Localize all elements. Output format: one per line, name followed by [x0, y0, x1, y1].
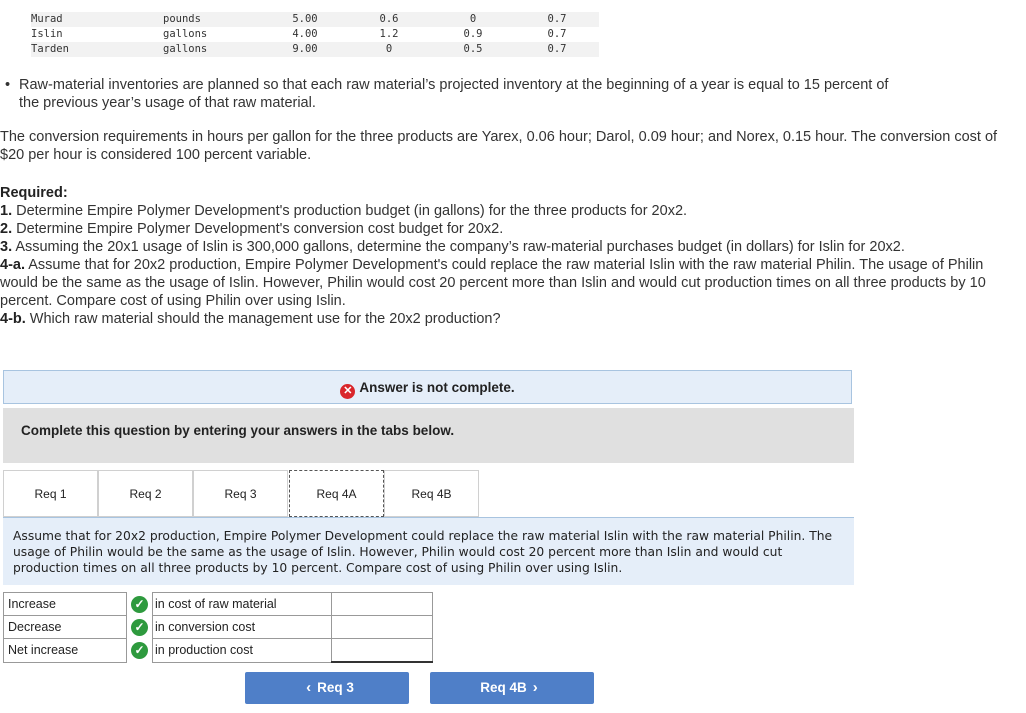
status-label: Answer is not complete.	[359, 380, 515, 395]
tab-req-3[interactable]: Req 3	[193, 470, 288, 517]
table-row	[31, 42, 599, 57]
tab-req-2[interactable]: Req 2	[98, 470, 193, 517]
required-item-text: Assuming the 20x1 usage of Islin is 300,000 gallons, determine the company’s raw-material purchases budget (in dollars) for Islin for 20x2.	[12, 239, 905, 255]
answer-input[interactable]	[332, 616, 433, 639]
materials-table	[31, 12, 599, 57]
answer-input[interactable]	[332, 639, 433, 663]
required-item-text: Determine Empire Polymer Development's conversion cost budget for 20x2.	[12, 221, 504, 237]
conversion-paragraph: The conversion requirements in hours per gallon for the three products are Yarex, 0.06 hour; Darol, 0.09 hour; and Norex, 0.15 hour. The conversion cost of $20 per hour is considered 100 percent variable.	[0, 129, 998, 163]
required-item-number: 1.	[0, 203, 13, 219]
material-value: 0.7	[515, 27, 599, 42]
answer-input[interactable]	[332, 593, 433, 616]
chevron-left-icon: ‹	[306, 679, 312, 696]
chevron-right-icon: ›	[532, 679, 538, 696]
tab-content-question: Assume that for 20x2 production, Empire Polymer Development could replace the raw material Islin with the raw material Philin. The usage of Philin would be the same as the usage of Islin. However, Philin would cost 20 percent more than Islin and would cut production times on all three products by 10 percent. Compare cost of using Philin over using Islin.	[3, 517, 854, 585]
check-icon: ✓	[131, 619, 148, 636]
inventory-bullet	[5, 76, 905, 112]
answer-label: Increase	[4, 593, 127, 616]
answer-status-bar	[3, 370, 852, 404]
answer-row	[4, 639, 433, 663]
answer-description: in conversion cost	[153, 616, 332, 639]
next-button-label: Req 4B	[480, 680, 527, 695]
required-section	[0, 184, 1010, 328]
material-value: 0.7	[515, 12, 599, 27]
table-row	[31, 27, 599, 42]
material-unit: gallons	[163, 27, 263, 42]
answer-row	[4, 593, 433, 616]
material-value: 9.00	[263, 42, 347, 57]
answer-description: in production cost	[153, 639, 332, 663]
bullet-text: Raw-material inventories are planned so that each raw material’s projected inventory at the beginning of a year is equal to 15 percent of the previous year’s usage of that raw material.	[19, 77, 889, 111]
answer-description: in cost of raw material	[153, 593, 332, 616]
material-name: Islin	[31, 27, 163, 42]
tab-req-4b[interactable]: Req 4B	[384, 470, 479, 517]
required-item-number: 4-b.	[0, 311, 26, 327]
prev-button-label: Req 3	[317, 680, 354, 695]
material-value: 0.7	[515, 42, 599, 57]
material-name: Murad	[31, 12, 163, 27]
answer-label: Decrease	[4, 616, 127, 639]
material-value: 5.00	[263, 12, 347, 27]
required-item-number: 3.	[0, 239, 13, 255]
tab-req-1[interactable]: Req 1	[3, 470, 98, 517]
required-item-number: 2.	[0, 221, 13, 237]
x-icon: ✕	[340, 384, 355, 399]
answer-table	[3, 592, 433, 663]
material-value: 0	[347, 42, 431, 57]
instruction-bar: Complete this question by entering your answers in the tabs below.	[3, 408, 854, 463]
check-icon: ✓	[131, 596, 148, 613]
material-value: 1.2	[347, 27, 431, 42]
answer-label: Net increase	[4, 639, 127, 663]
bullet-dot-icon: •	[5, 77, 11, 93]
material-value: 4.00	[263, 27, 347, 42]
material-value: 0.5	[431, 42, 515, 57]
required-item-number: 4-a.	[0, 257, 25, 273]
answer-row	[4, 616, 433, 639]
table-row	[31, 12, 599, 27]
prev-req-button[interactable]	[245, 672, 409, 704]
required-item-text: Assume that for 20x2 production, Empire Polymer Development's could replace the raw material Islin with the raw material Philin. The usage of Philin would be the same as the usage of Islin. However, Philin would cost 20 percent more than Islin and would cut production times on all three products by 10 percent. Compare cost of using Philin over using Islin.	[0, 257, 986, 309]
material-unit: pounds	[163, 12, 263, 27]
material-value: 0.9	[431, 27, 515, 42]
required-heading: Required:	[0, 185, 68, 201]
material-value: 0	[431, 12, 515, 27]
material-value: 0.6	[347, 12, 431, 27]
next-req-button[interactable]	[430, 672, 594, 704]
tab-req-4a[interactable]: Req 4A	[289, 470, 384, 517]
material-name: Tarden	[31, 42, 163, 57]
check-icon: ✓	[131, 642, 148, 659]
material-unit: gallons	[163, 42, 263, 57]
required-item-text: Determine Empire Polymer Development's production budget (in gallons) for the three products for 20x2.	[12, 203, 688, 219]
required-item-text: Which raw material should the management use for the 20x2 production?	[25, 311, 501, 327]
